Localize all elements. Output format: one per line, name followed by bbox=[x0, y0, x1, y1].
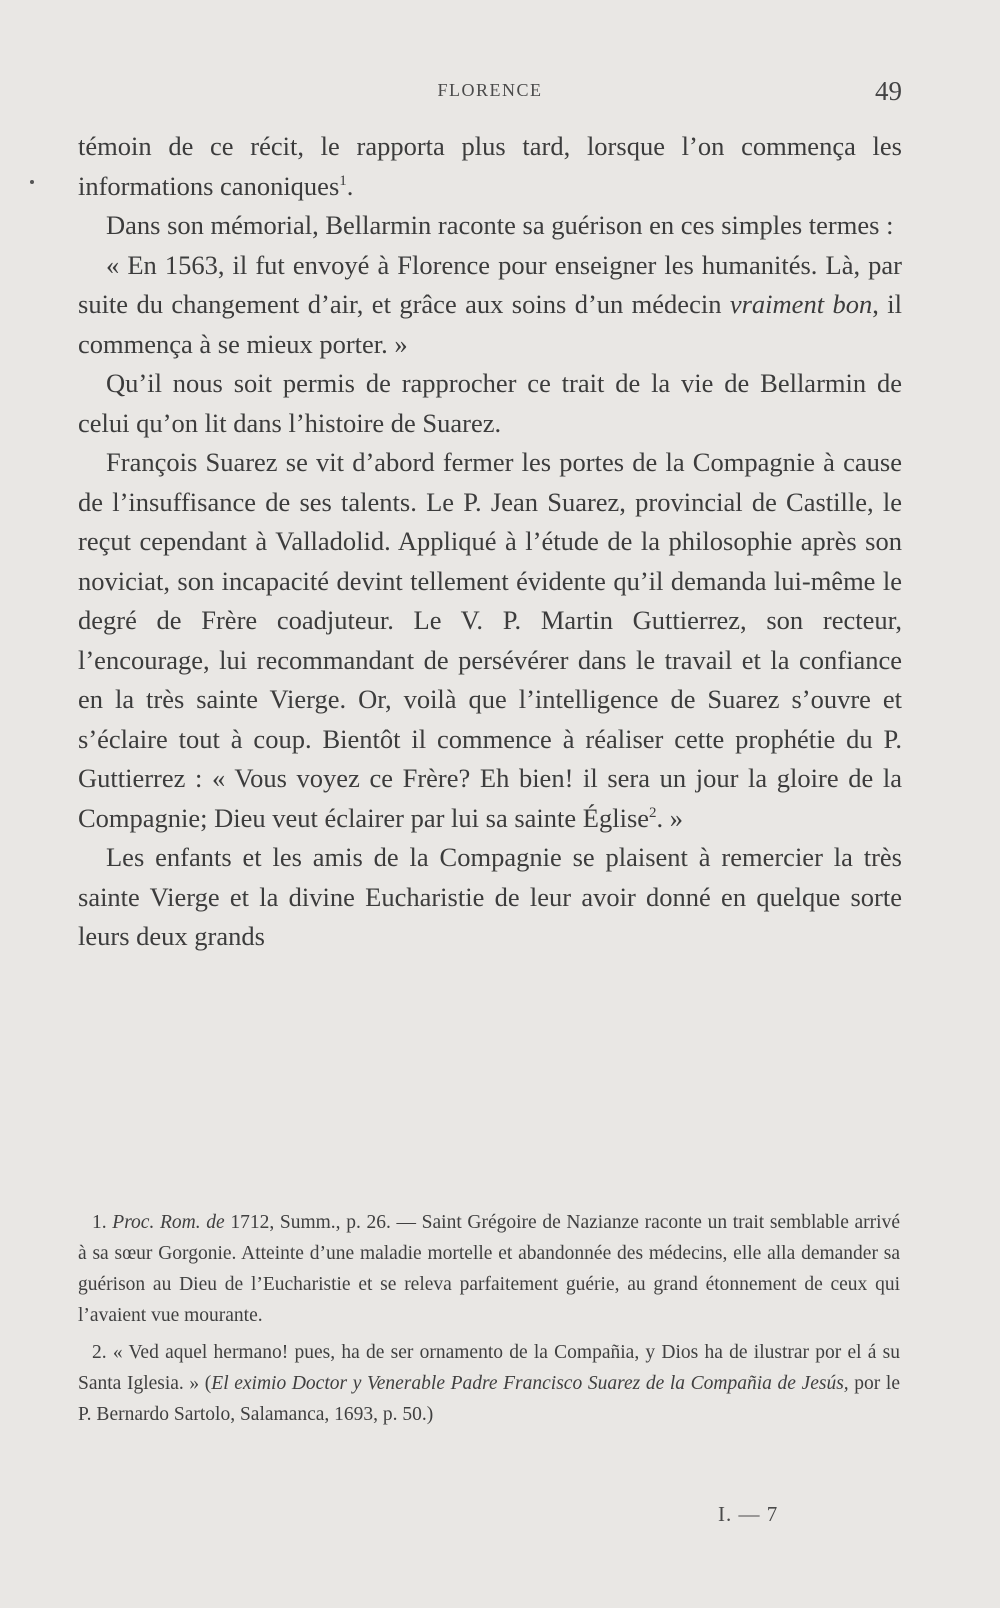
footnote-2-end: por le P. Bernardo Sartolo, Salamanca, 1693, p. 50.) bbox=[78, 1373, 900, 1425]
paragraph-6: Les enfants et les amis de la Compagnie se plaisent à remercier la très sainte Vierge et la divine Eucharistie de leur avoir donné en quelque sorte leurs deux grands bbox=[78, 842, 902, 951]
paragraph-1 bbox=[78, 127, 902, 206]
paragraph-3-quote bbox=[78, 246, 902, 365]
footnote-2-number: 2. bbox=[92, 1342, 113, 1363]
quote-italic: vraiment bon bbox=[729, 289, 873, 319]
signature-mark: I. — 7 bbox=[718, 1502, 779, 1526]
footnote-ref-1: 1 bbox=[339, 172, 347, 189]
page-number: 49 bbox=[875, 76, 902, 106]
paragraph-1-text: témoin de ce récit, le rapporta plus tard, lorsque l’on commença les informations canoniques bbox=[78, 131, 902, 201]
paragraph-4: Qu’il nous soit permis de rapprocher ce trait de la vie de Bellarmin de celui qu’on lit dans l’histoire de Suarez. bbox=[78, 368, 902, 438]
footnote-2 bbox=[78, 1337, 900, 1430]
quote-text-b: , il commença à se mieux porter. » bbox=[78, 289, 902, 359]
paragraph-5-text: François Suarez se vit d’abord fermer les portes de la Compagnie à cause de l’insuffisance de ses talents. Le P. Jean Suarez, provincial de Castille, le reçut cependant à Valladolid. Appliqué à l’étude de la philosophie après son noviciat, son incapacité devint tellement évidente qu’il demanda lui-même le degré de Frère coadjuteur. Le V. P. Martin Guttierrez, son recteur, l’encourage, lui recommandant de persévérer dans le travail et la confiance en la très sainte Vierge. Or, voilà que l’intelligence de Suarez s’ouvre et s’éclaire tout à coup. Bientôt il commence à réaliser cette prophétie du P. Guttierrez : « Vous voyez ce Frère? Eh bien! il sera un jour la gloire de la Compagnie; Dieu veut éclairer par lui sa sainte Église bbox=[78, 447, 902, 833]
margin-dot-mark bbox=[30, 180, 34, 184]
page-header bbox=[78, 76, 902, 116]
paragraph-1-end: . bbox=[346, 170, 354, 201]
paragraph-2: Dans son mémorial, Bellarmin raconte sa guérison en ces simples termes : bbox=[106, 210, 894, 240]
running-title: FLORENCE bbox=[437, 80, 543, 100]
quote-text-a: « En 1563, il fut envoyé à Florence pour enseigner les humanités. Là, par suite du changement d’air, et grâce aux soins d’un médecin bbox=[78, 249, 902, 319]
main-text bbox=[78, 127, 902, 957]
footnote-1-italic: Proc. Rom. de bbox=[112, 1212, 225, 1233]
paragraph-5-end: . » bbox=[656, 802, 684, 833]
footnote-2-italic: El eximio Doctor y Venerable Padre Francisco Suarez de la Compañia de Jesús, bbox=[211, 1373, 849, 1394]
footnote-2-text: « Ved aquel hermano! pues, ha de ser ornamento de la Compañia, y Dios ha de ilustrar por el á su Santa Iglesia. » ( bbox=[78, 1342, 901, 1394]
paragraph-5 bbox=[78, 443, 902, 838]
footnote-1-number: 1. bbox=[92, 1212, 113, 1233]
footnote-ref-2: 2 bbox=[649, 804, 657, 821]
footnote-1-text: 1712, Summ., p. 26. — Saint Grégoire de Nazianze raconte un trait semblable arrivé à sa sœur Gorgonie. Atteinte d’une maladie mortelle et abandonnée des médecins, elle alla demander sa guérison au Dieu de l’Eucharistie et se releva parfaitement guérie, au grand étonnement de ceux qui l’avaient vue mourante. bbox=[78, 1212, 900, 1326]
footnotes bbox=[78, 1207, 900, 1430]
footnote-1 bbox=[78, 1207, 900, 1331]
